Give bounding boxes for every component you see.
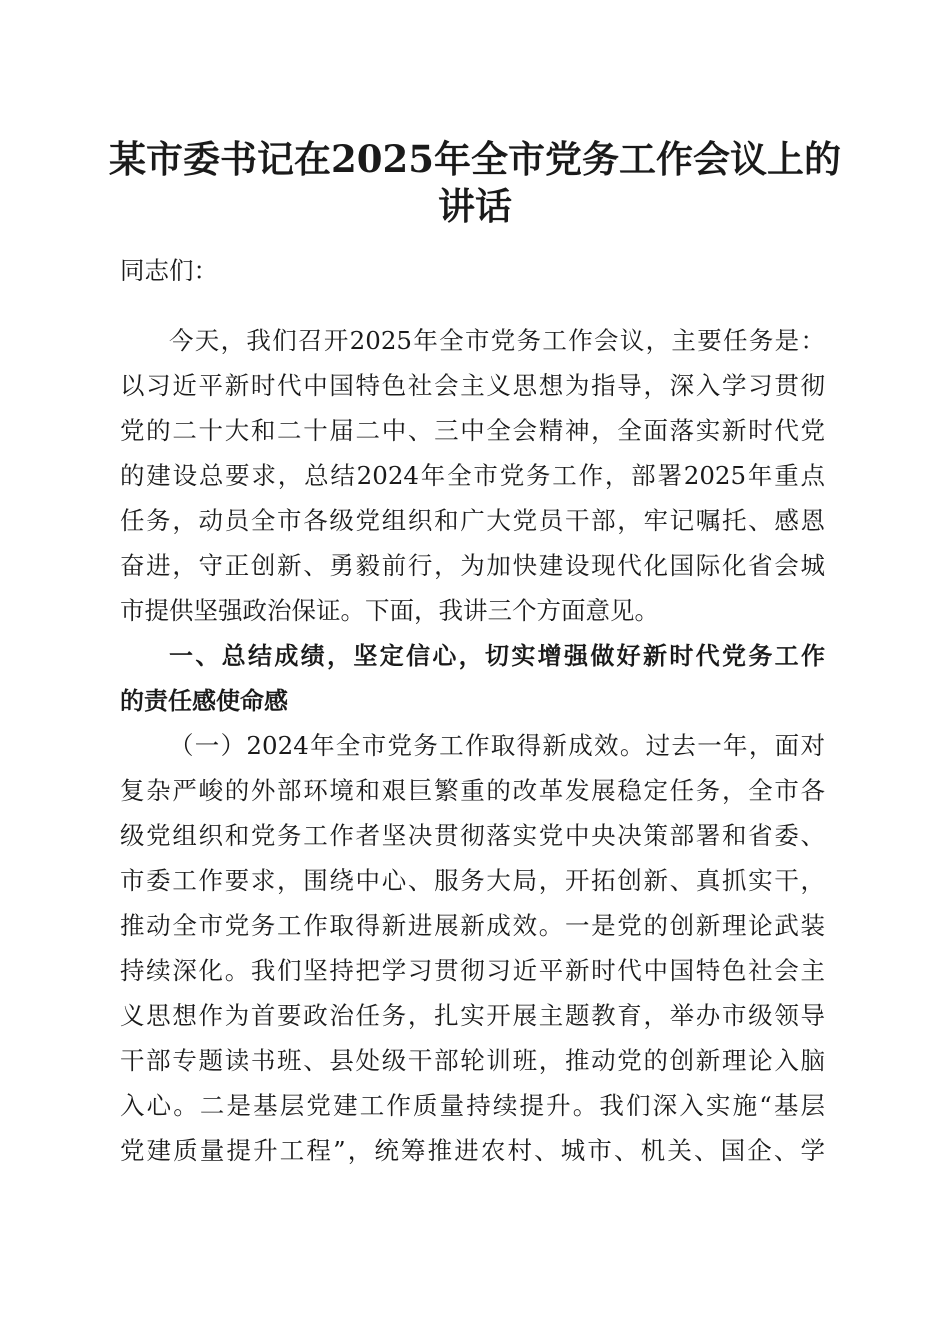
document-title-line-1: 某市委书记在2025年全市党务工作会议上的 (109, 137, 841, 181)
body-line: 市提供坚强政治保证。下面，我讲三个方面意见。 (120, 596, 659, 625)
salutation: 同志们： (120, 256, 218, 285)
section-heading: 的责任感使命感 (120, 687, 288, 715)
body-line: 干部专题读书班、县处级干部轮训班，推动党的创新理论入脑 (120, 1046, 825, 1075)
body-line: 级党组织和党务工作者坚决贯彻落实党中央决策部署和省委、 (120, 821, 825, 850)
body-line: 任务，动员全市各级党组织和广大党员干部，牢记嘱托、感恩 (120, 506, 825, 535)
body-line: 奋进，守正创新、勇毅前行，为加快建设现代化国际化省会城 (120, 551, 825, 580)
body-line: 复杂严峻的外部环境和艰巨繁重的改革发展稳定任务，全市各 (120, 776, 825, 805)
body-line: 市委工作要求，围绕中心、服务大局，开拓创新、真抓实干， (120, 866, 825, 895)
body-line: 入心。二是基层党建工作质量持续提升。我们深入实施“基层 (120, 1091, 825, 1120)
body-line: 义思想作为首要政治任务，扎实开展主题教育，举办市级领导 (120, 1001, 825, 1030)
body-line: 推动全市党务工作取得新进展新成效。一是党的创新理论武装 (120, 911, 825, 940)
body-line: 的建设总要求，总结2024年全市党务工作，部署2025年重点 (120, 461, 825, 490)
body-line: 以习近平新时代中国特色社会主义思想为指导，深入学习贯彻 (120, 371, 825, 400)
body-line: 党建质量提升工程”，统筹推进农村、城市、机关、国企、学 (120, 1136, 825, 1165)
body-line: （一）2024年全市党务工作取得新成效。过去一年，面对 (169, 731, 825, 760)
body-line: 持续深化。我们坚持把学习贯彻习近平新时代中国特色社会主 (120, 956, 825, 985)
section-heading: 一、总结成绩，坚定信心，切实增强做好新时代党务工作 (169, 642, 825, 670)
body-line: 今天，我们召开2025年全市党务工作会议，主要任务是： (169, 326, 825, 355)
document-title-line-2: 讲话 (438, 184, 512, 228)
body-line: 党的二十大和二十届二中、三中全会精神，全面落实新时代党 (120, 416, 825, 445)
